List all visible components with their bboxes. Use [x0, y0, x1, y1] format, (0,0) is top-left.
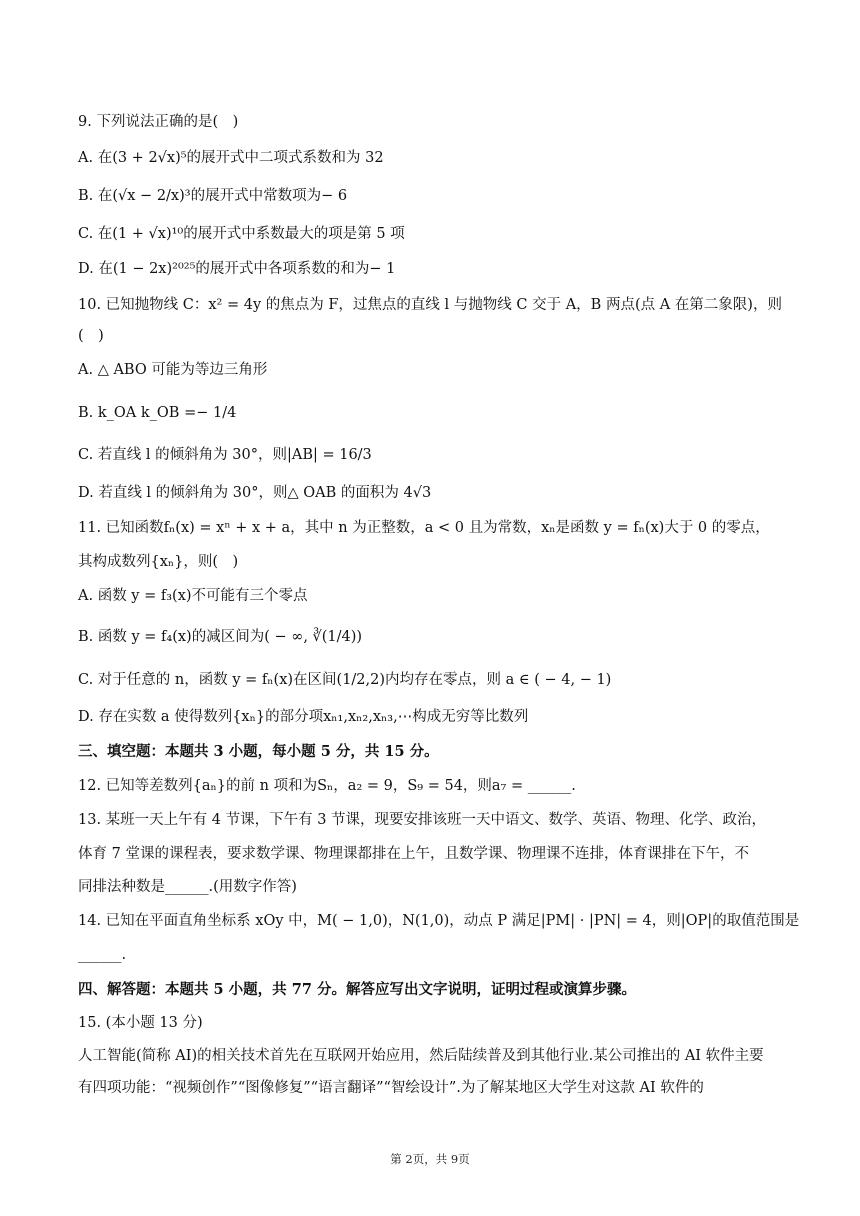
- question-15-para-line-1: 人工智能(简称 AI)的相关技术首先在互联网开始应用，然后陆续普及到其他行业.某公司推出的 AI 软件主要: [78, 1048, 764, 1064]
- q11-option-a: A. 函数 y = f₃(x)不可能有三个零点: [78, 588, 308, 604]
- q11-option-c: C. 对于任意的 n，函数 y = fₙ(x)在区间(1/2,2)内均存在零点，则 a ∈ ( − 4, − 1): [78, 672, 612, 688]
- section-fill-in-heading: 三、填空题：本题共 3 小题，每小题 5 分，共 15 分。: [78, 743, 439, 760]
- question-13-line-1: 13. 某班一天上午有 4 节课，下午有 3 节课，现要安排该班一天中语文、数学、英语、物理、化学、政治，: [78, 812, 767, 828]
- q9-option-c: C. 在(1 + √x)¹⁰的展开式中系数最大的项是第 5 项: [78, 226, 405, 242]
- question-14-line-2: ______.: [78, 947, 127, 963]
- question-12: 12. 已知等差数列{aₙ}的前 n 项和为Sₙ，a₂ = 9，S₉ = 54，则a₇ = ______.: [78, 778, 576, 794]
- question-15-para-line-2: 有四项功能：“视频创作”“图像修复”“语言翻译”“智绘设计”.为了解某地区大学生对这款 AI 软件的: [78, 1080, 704, 1096]
- q10-option-d: D. 若直线 l 的倾斜角为 30°，则△ OAB 的面积为 4√3: [78, 485, 432, 501]
- section-solution-heading: 四、解答题：本题共 5 小题，共 77 分。解答应写出文字说明，证明过程或演算步骤。: [78, 981, 636, 998]
- question-11-stem: 11. 已知函数fₙ(x) = xⁿ + x + a，其中 n 为正整数，a < 0 且为常数，xₙ是函数 y = fₙ(x)大于 0 的零点，: [78, 520, 770, 536]
- q10-option-c: C. 若直线 l 的倾斜角为 30°，则|AB| = 16/3: [78, 447, 372, 463]
- q9-option-d: D. 在(1 − 2x)²⁰²⁵的展开式中各项系数的和为− 1: [78, 261, 396, 277]
- question-11-stem-cont: 其构成数列{xₙ}，则( ): [78, 554, 239, 570]
- question-13-line-3: 同排法种数是______.(用数字作答): [78, 879, 297, 895]
- q11-option-b: B. 函数 y = f₄(x)的减区间为( − ∞, ∛(1/4)): [78, 629, 363, 645]
- question-15-header: 15. (本小题 13 分): [78, 1015, 203, 1031]
- q10-option-b: B. k_OA k_OB =− 1/4: [78, 405, 237, 421]
- q10-option-a: A. △ ABO 可能为等边三角形: [78, 362, 268, 378]
- question-10-paren: ( ): [78, 328, 104, 344]
- q11-option-d: D. 存在实数 a 使得数列{xₙ}的部分项xₙ₁,xₙ₂,xₙ₃,⋯构成无穷等比数列: [78, 709, 529, 725]
- question-13-line-2: 体育 7 堂课的课程表，要求数学课、物理课都排在上午，且数学课、物理课不连排，体育课排在下午，不: [78, 846, 749, 862]
- question-14-line-1: 14. 已知在平面直角坐标系 xOy 中，M( − 1,0)，N(1,0)，动点 P 满足|PM| · |PN| = 4，则|OP|的取值范围是: [78, 913, 800, 929]
- q9-option-b: B. 在(√x − 2/x)³的展开式中常数项为− 6: [78, 188, 348, 204]
- q9-option-a: A. 在(3 + 2√x)⁵的展开式中二项式系数和为 32: [78, 150, 384, 166]
- page-footer: 第 2页，共 9页: [390, 1152, 470, 1166]
- question-10-stem: 10. 已知抛物线 C：x² = 4y 的焦点为 F，过焦点的直线 l 与抛物线 C 交于 A，B 两点(点 A 在第二象限)，则: [78, 297, 782, 313]
- question-9-stem: 9. 下列说法正确的是( ): [78, 114, 239, 130]
